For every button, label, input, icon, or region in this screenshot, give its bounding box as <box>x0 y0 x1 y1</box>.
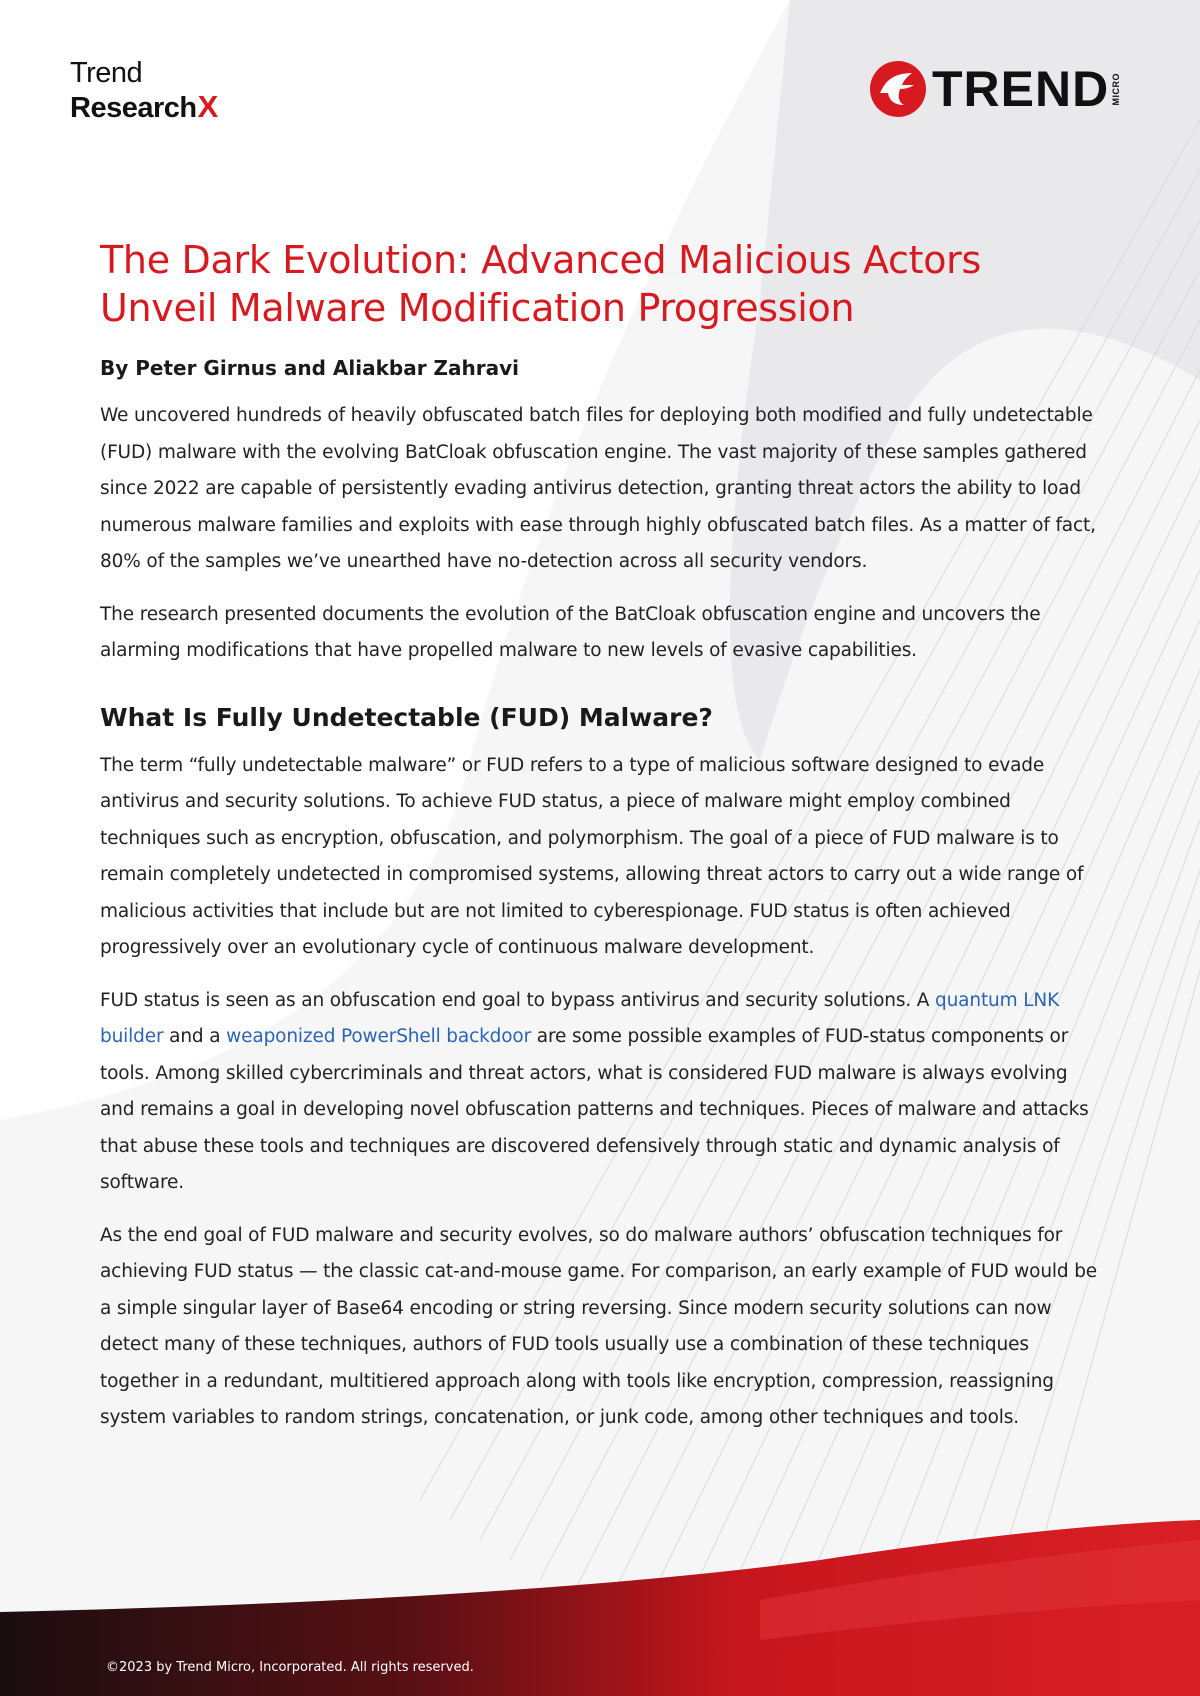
footer-copyright: ©2023 by Trend Micro, Incorporated. All rights reserved. <box>106 1660 474 1675</box>
section-p2-text-a: FUD status is seen as an obfuscation end goal to bypass antivirus and security solutions. A <box>100 989 936 1011</box>
section-p2-text-c: are some possible examples of FUD-status components or tools. Among skilled cybercriminals and threat actors, what is considered FUD malware is always evolving and remains a goal in developing novel obfuscation patterns and techniques. Pieces of malware and attacks that abuse these tools and techniques are discovered defensively through static and dynamic analysis of software. <box>100 1026 1089 1193</box>
logo-right-word: TREND <box>932 61 1110 117</box>
logo-right-small: MICRO <box>1111 72 1122 106</box>
intro-paragraph-2: The research presented documents the evolution of the BatCloak obfuscation engine and uncovers the alarming modifications that have propelled malware to new levels of evasive capabilities. <box>100 603 1041 661</box>
section-heading: What Is Fully Undetectable (FUD) Malware? <box>100 702 713 732</box>
article-byline: By Peter Girnus and Aliakbar Zahravi <box>100 356 520 380</box>
trend-research-logo <box>70 58 218 125</box>
logo-left-line2: Research <box>70 92 197 124</box>
intro-paragraph-1: We uncovered hundreds of heavily obfuscated batch files for deploying both modified and fully undetectable (FUD) malware with the evolving BatCloak obfuscation engine. The vast majority of these samples gathered since 2022 are capable of persistently evading antivirus detection, granting threat actors the ability to load numerous malware families and exploits with ease through highly obfuscated batch files. As a matter of fact, 80% of the samples we’ve unearthed have no-detection across all security vendors. <box>100 405 1096 572</box>
section-paragraph-1: The term “fully undetectable malware” or FUD refers to a type of malicious software designed to evade antivirus and security solutions. To achieve FUD status, a piece of malware might employ combined techniques such as encryption, obfuscation, and polymorphism. The goal of a piece of FUD malware is to remain completely undetected in compromised systems, allowing threat actors to carry out a wide range of malicious activities that include but are not limited to cyberespionage. FUD status is often achieved progressively over an evolutionary cycle of continuous malware development. <box>100 754 1084 958</box>
trend-micro-logo <box>868 58 1121 120</box>
article-title: The Dark Evolution: Advanced Malicious Actors Unveil Malware Modification Progression <box>100 238 981 330</box>
section-paragraph-3: As the end goal of FUD malware and security evolves, so do malware authors’ obfuscation techniques for achieving FUD status — the classic cat-and-mouse game. For comparison, an early example of FUD would be a simple singular layer of Base64 encoding or string reversing. Since modern security solutions can now detect many of these techniques, authors of FUD tools usually use a combination of these techniques together in a redundant, multitiered approach along with tools like encryption, compression, reassigning system variables to random strings, concatenation, or junk code, among other techniques and tools. <box>100 1224 1098 1428</box>
section-p2-text-b: and a <box>163 1026 227 1047</box>
section-paragraph-2 <box>100 983 1100 1202</box>
logo-x-mark: X <box>197 89 219 124</box>
article-body <box>100 236 1100 1437</box>
powershell-backdoor-link[interactable]: weaponized PowerShell backdoor <box>226 1026 532 1047</box>
logo-left-line1: Trend <box>70 57 143 89</box>
trend-micro-ball-icon <box>868 59 928 119</box>
quantum-lnk-builder-link[interactable]: quantum LNK builder <box>100 989 1060 1047</box>
